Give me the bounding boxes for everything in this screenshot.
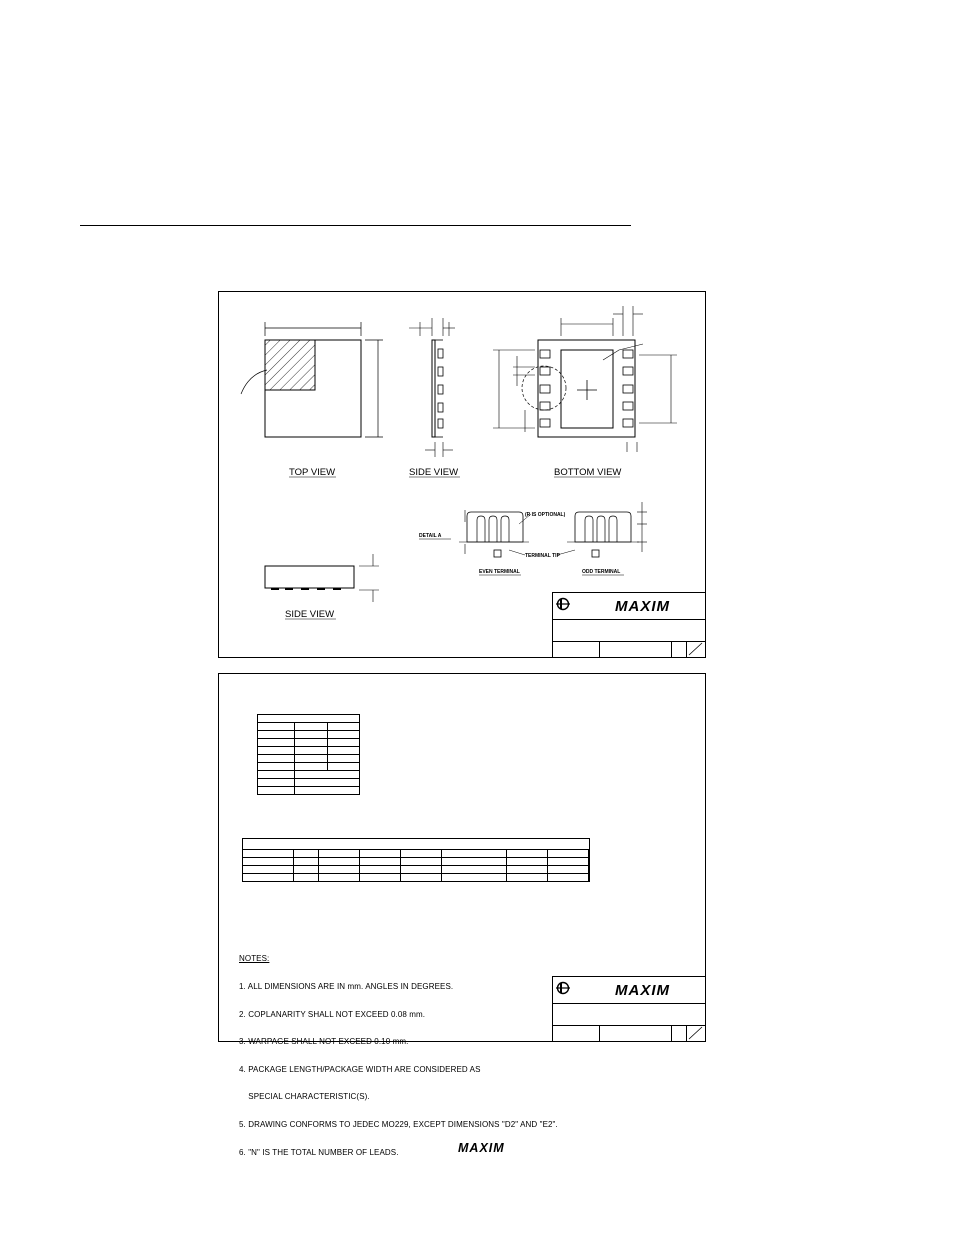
dimension-table-sheet	[218, 673, 706, 1157]
note-2: 2. COPLANARITY SHALL NOT EXCEED 0.08 mm.	[239, 1009, 426, 1019]
top-view	[241, 322, 383, 437]
top-view-label: TOP VIEW	[289, 467, 336, 478]
svg-text:MAXIM: MAXIM	[458, 1141, 505, 1154]
note-5: 5. DRAWING CONFORMS TO JEDEC MO229, EXCEPT DIMENSIONS "D2" AND "E2".	[239, 1120, 558, 1130]
svg-text:MAXIM: MAXIM	[615, 982, 670, 996]
package-variation-table	[242, 838, 590, 882]
side-view-label-right: SIDE VIEW	[409, 467, 459, 478]
terminal-tip-label: TERMINAL TIP	[525, 553, 560, 559]
maxim-logo-icon	[615, 598, 701, 612]
note-4-cont: SPECIAL CHARACTERISTIC(S).	[239, 1092, 370, 1102]
maxim-logo-icon	[615, 982, 701, 996]
even-terminal-label: EVEN TERMINAL	[479, 569, 520, 575]
footer-maxim-logo-icon	[458, 1140, 522, 1154]
package-outline-drawing	[218, 291, 706, 658]
note-6: 6. "N" IS THE TOTAL NUMBER OF LEADS.	[239, 1147, 399, 1157]
r-optional-label: (R IS OPTIONAL)	[525, 512, 566, 518]
side-view-vertical	[409, 318, 455, 457]
detail-a-label: DETAIL A	[419, 533, 442, 539]
title-block-1	[552, 592, 706, 658]
title-block-2	[552, 976, 706, 1042]
note-3: 3. WARPAGE SHALL NOT EXCEED 0.10 mm.	[239, 1037, 409, 1047]
dallas-logo-icon	[555, 981, 571, 995]
side-view-horizontal	[265, 554, 379, 602]
side-view-label-lower: SIDE VIEW	[285, 609, 335, 620]
bottom-view	[493, 306, 677, 452]
note-heading: NOTES:	[239, 954, 270, 964]
note-4: 4. PACKAGE LENGTH/PACKAGE WIDTH ARE CONSIDERED AS	[239, 1064, 481, 1074]
dimension-table-small	[257, 714, 360, 795]
svg-text:MAXIM: MAXIM	[615, 598, 670, 612]
bottom-view-label: BOTTOM VIEW	[554, 467, 622, 478]
header-rule	[80, 225, 631, 226]
odd-terminal-label: ODD TERMINAL	[582, 569, 621, 575]
note-1: 1. ALL DIMENSIONS ARE IN mm. ANGLES IN DEGREES.	[239, 982, 454, 992]
detail-a	[419, 502, 647, 575]
dallas-logo-icon	[555, 597, 571, 611]
